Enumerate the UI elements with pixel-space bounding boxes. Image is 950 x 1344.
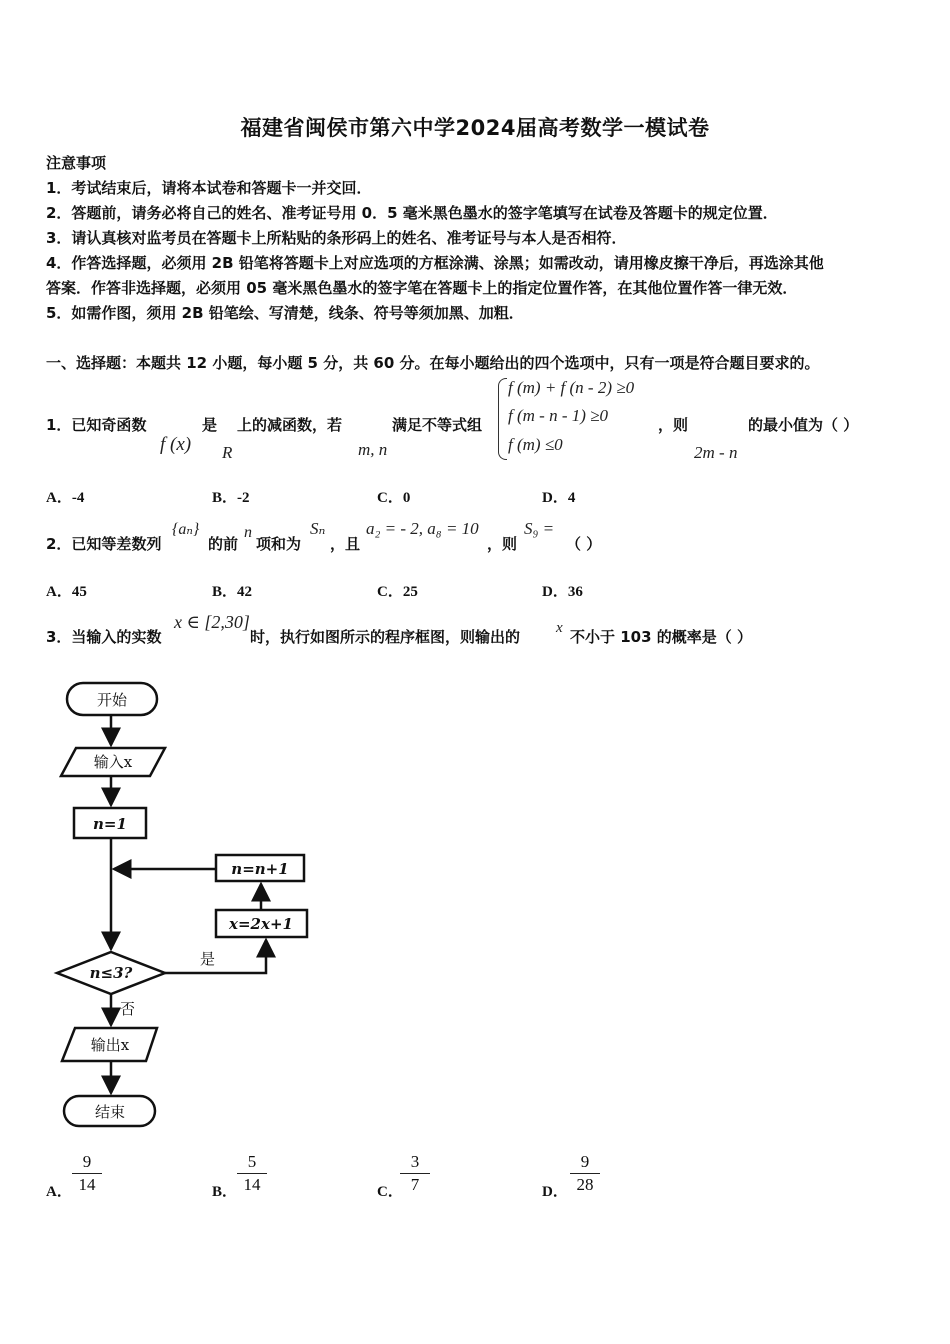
q1-expr: 2m - n	[694, 443, 738, 462]
q1-option-a[interactable]: A．-4	[46, 490, 85, 506]
notice-item: 4．作答选择题，必须用 2B 铅笔将答题卡上对应选项的方框涂满、涂黑；如需改动，请用橡皮擦干净后，再选涂其他	[46, 254, 824, 272]
q2-text-6: （ ）	[566, 535, 602, 553]
q2-text-1: 2．已知等差数列	[46, 535, 162, 553]
q2-text-3: 项和为	[256, 535, 302, 553]
program-flowchart	[40, 670, 330, 1140]
q3-option-a-label[interactable]: A．	[46, 1184, 72, 1200]
q2-S9: S₉ =	[524, 519, 555, 538]
q2-condition: a₂ = - 2, a₈ = 10	[366, 519, 479, 538]
q3-text-2: 时，执行如图所示的程序框图，则输出的	[250, 628, 521, 646]
flow-condition-label: n≤3?	[89, 964, 133, 982]
flow-update-n-label: n=n+1	[231, 860, 289, 878]
q1-text-5: ，则	[658, 416, 689, 434]
q3-x: x	[556, 620, 563, 636]
flow-start-label: 开始	[96, 691, 128, 709]
notice-item: 5．如需作图，须用 2B 铅笔绘、写清楚，线条、符号等须加黑、加粗．	[46, 304, 524, 322]
q3-option-c-fraction[interactable]	[400, 1152, 430, 1195]
fraction-numerator: 9	[82, 1152, 92, 1171]
flow-output-label: 输出x	[90, 1036, 130, 1054]
flow-end-label: 结束	[94, 1103, 126, 1121]
fraction-numerator: 5	[247, 1152, 257, 1171]
q1-system-line: f (m - n - 1) ≥0	[508, 406, 608, 425]
q1-text-2: 是	[202, 416, 218, 434]
fraction-denominator: 7	[410, 1175, 420, 1194]
fraction-numerator: 9	[580, 1152, 590, 1171]
q1-text-1: 1．已知奇函数	[46, 416, 147, 434]
q1-mn: m, n	[358, 440, 388, 459]
q3-text-1: 3．当输入的实数	[46, 628, 162, 646]
q1-text-4: 满足不等式组	[392, 416, 483, 434]
q1-option-c[interactable]: C．0	[377, 490, 411, 506]
q3-option-b-label[interactable]: B．	[212, 1184, 238, 1200]
fraction-denominator: 14	[78, 1175, 96, 1194]
flow-input-label: 输入x	[93, 753, 133, 771]
q1-text-6: 的最小值为（ ）	[748, 416, 859, 434]
q3-text-3: 不小于 103 的概率是（ ）	[570, 628, 752, 646]
q1-R: R	[222, 443, 233, 462]
system-brace	[498, 378, 507, 460]
notice-heading: 注意事项	[46, 154, 107, 172]
q1-text-3: 上的减函数，若	[237, 416, 343, 434]
flow-update-x-label: x=2x+1	[229, 915, 293, 933]
q1-system-line: f (m) + f (n - 2) ≥0	[508, 378, 635, 397]
q2-n: n	[244, 524, 252, 541]
q2-Sn: Sₙ	[310, 519, 326, 538]
q2-option-c[interactable]: C．25	[377, 584, 418, 600]
q1-option-b[interactable]: B．-2	[212, 490, 250, 506]
q2-text-5: ，则	[487, 535, 518, 553]
q2-text-4: ，且	[330, 535, 361, 553]
q3-option-b-fraction[interactable]	[237, 1152, 267, 1195]
q1-fx: f (x)	[160, 434, 192, 455]
flow-yes-label: 是	[200, 950, 216, 968]
flow-init-label: n=1	[93, 815, 127, 833]
q3-option-d-label[interactable]: D．	[542, 1184, 568, 1200]
q2-text-2: 的前	[208, 535, 239, 553]
q3-range: x ∈ [2,30]	[174, 612, 250, 632]
fraction-denominator: 28	[576, 1175, 594, 1194]
notice-item: 2．答题前，请务必将自己的姓名、准考证号用 0．5 毫米黑色墨水的签字笔填写在试卷及答题卡的规定位置．	[46, 204, 778, 222]
notice-item: 1．考试结束后，请将本试卷和答题卡一并交回．	[46, 179, 372, 197]
q3-option-d-fraction[interactable]	[570, 1152, 600, 1195]
q2-option-d[interactable]: D．36	[542, 584, 583, 600]
q2-option-a[interactable]: A．45	[46, 584, 87, 600]
section-heading: 一、选择题：本题共 12 小题，每小题 5 分，共 60 分。在每小题给出的四个选项中，只有一项是符合题目要求的。	[46, 354, 820, 372]
q1-system-line: f (m) ≤0	[508, 435, 563, 454]
q3-option-c-label[interactable]: C．	[377, 1184, 403, 1200]
page-title: 福建省闽侯市第六中学2024届高考数学一模试卷	[240, 116, 710, 140]
flow-no-label: 否	[120, 1000, 136, 1018]
q2-sequence: {aₙ}	[172, 521, 200, 538]
q2-option-b[interactable]: B．42	[212, 584, 253, 600]
q1-option-d[interactable]: D．4	[542, 490, 576, 506]
q3-option-a-fraction[interactable]	[72, 1152, 102, 1195]
fraction-numerator: 3	[410, 1152, 420, 1171]
notice-item: 答案．作答非选择题，必须用 05 毫米黑色墨水的签字笔在答题卡上的指定位置作答，在其他位置作答一律无效．	[46, 279, 798, 297]
notice-item: 3．请认真核对监考员在答题卡上所粘贴的条形码上的姓名、准考证号与本人是否相符．	[46, 229, 627, 247]
fraction-denominator: 14	[243, 1175, 261, 1194]
